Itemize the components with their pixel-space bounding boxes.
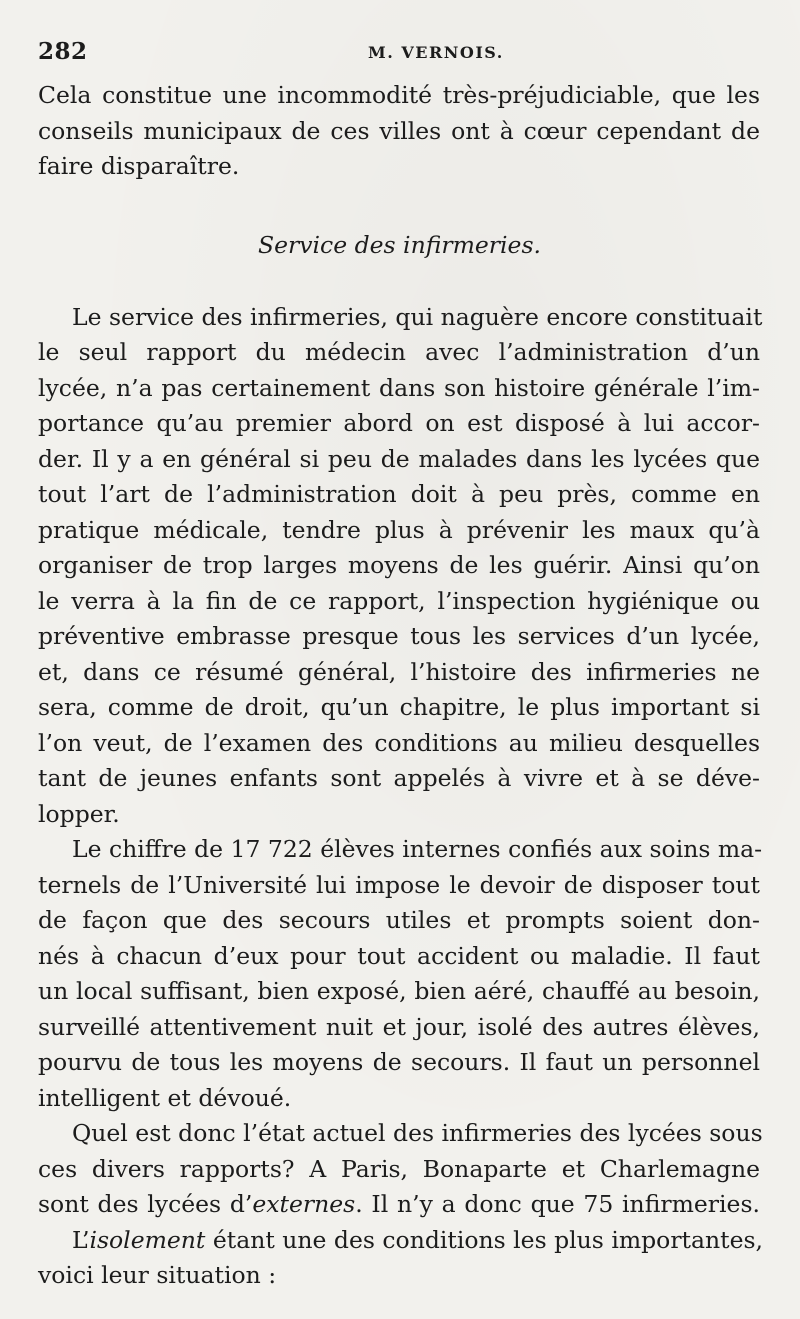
text-line: lopper. [38, 799, 120, 828]
body-text [38, 78, 764, 1294]
text-line: nés à chacun d’eux pour tout accident ou maladie. Il faut [38, 941, 760, 970]
text-line: lycée, n’a pas certainement dans son histoire générale l’im- [38, 373, 760, 402]
text-line: ces divers rapports? A Paris, Bonaparte et Charlemagne [38, 1154, 760, 1183]
text-line: et, dans ce résumé général, l’histoire des infirmeries ne [38, 657, 760, 686]
heading-spacer [38, 264, 760, 300]
text-line: organiser de trop larges moyens de les guérir. Ainsi qu’on [38, 551, 760, 579]
text-line: de façon que des secours utiles et prompts soient don- [38, 906, 760, 934]
text-line [38, 1187, 760, 1223]
text-line: Le service des infirmeries, qui naguère encore constituait [72, 302, 763, 331]
italic-text: isolement [89, 1225, 206, 1254]
text-line [38, 1223, 764, 1259]
text-line: portance qu’au premier abord on est disposé à lui accor- [38, 409, 760, 437]
text-line: intelligent et dévoué. [38, 1083, 292, 1112]
text-line: le seul rapport du médecin avec l’administration d’un [38, 338, 760, 366]
text-line: ternels de l’Université lui impose le devoir de disposer tout [38, 870, 760, 899]
text-line: pourvu de tous les moyens de secours. Il faut un personnel [38, 1048, 760, 1076]
text-line: préventive embrasse presque tous les services d’un lycée, [38, 622, 760, 650]
text-line: Le chiffre de 17 722 élèves internes confiés aux soins ma- [72, 835, 763, 863]
text-line: Quel est donc l’état actuel des infirmeries des lycées sous [72, 1119, 763, 1147]
text-run: . Il n’y a donc que 75 infirmeries. [355, 1190, 760, 1218]
text-line: tant de jeunes enfants sont appelés à vivre et à se déve- [38, 764, 760, 792]
section-heading: Service des infirmeries. [258, 230, 541, 259]
text-run: L’ [72, 1225, 90, 1254]
text-line: der. Il y a en général si peu de malades dans les lycées que [38, 444, 760, 473]
text-run: étant une des conditions les plus importantes, [205, 1225, 764, 1254]
text-line: surveillé attentivement nuit et jour, isolé des autres élèves, [38, 1012, 760, 1041]
text-line: conseils municipaux de ces villes ont à cœur cependant de [38, 116, 760, 145]
text-line: le verra à la fin de ce rapport, l’inspection hygiénique ou [38, 586, 760, 615]
text-run: sont des lycées d’ [38, 1190, 253, 1218]
text-line: sera, comme de droit, qu’un chapitre, le plus important si [38, 693, 760, 721]
running-head: M. VERNOIS. [368, 43, 504, 62]
text-line: tout l’art de l’administration doit à peu près, comme en [38, 480, 760, 508]
italic-text: externes [252, 1190, 356, 1218]
text-line: l’on veut, de l’examen des conditions au milieu desquelles [38, 728, 760, 757]
text-line: faire disparaître. [38, 152, 240, 180]
text-line: voici leur situation : [38, 1261, 277, 1289]
text-line: un local suffisant, bien exposé, bien aéré, chauffé au besoin, [38, 977, 760, 1005]
heading-spacer [38, 185, 760, 228]
page-number: 282 [38, 38, 88, 65]
text-line: Cela constitue une incommodité très-préjudiciable, que les [38, 81, 760, 109]
text-line: pratique médicale, tendre plus à prévenir les maux qu’à [38, 515, 760, 544]
page-header [38, 38, 760, 72]
